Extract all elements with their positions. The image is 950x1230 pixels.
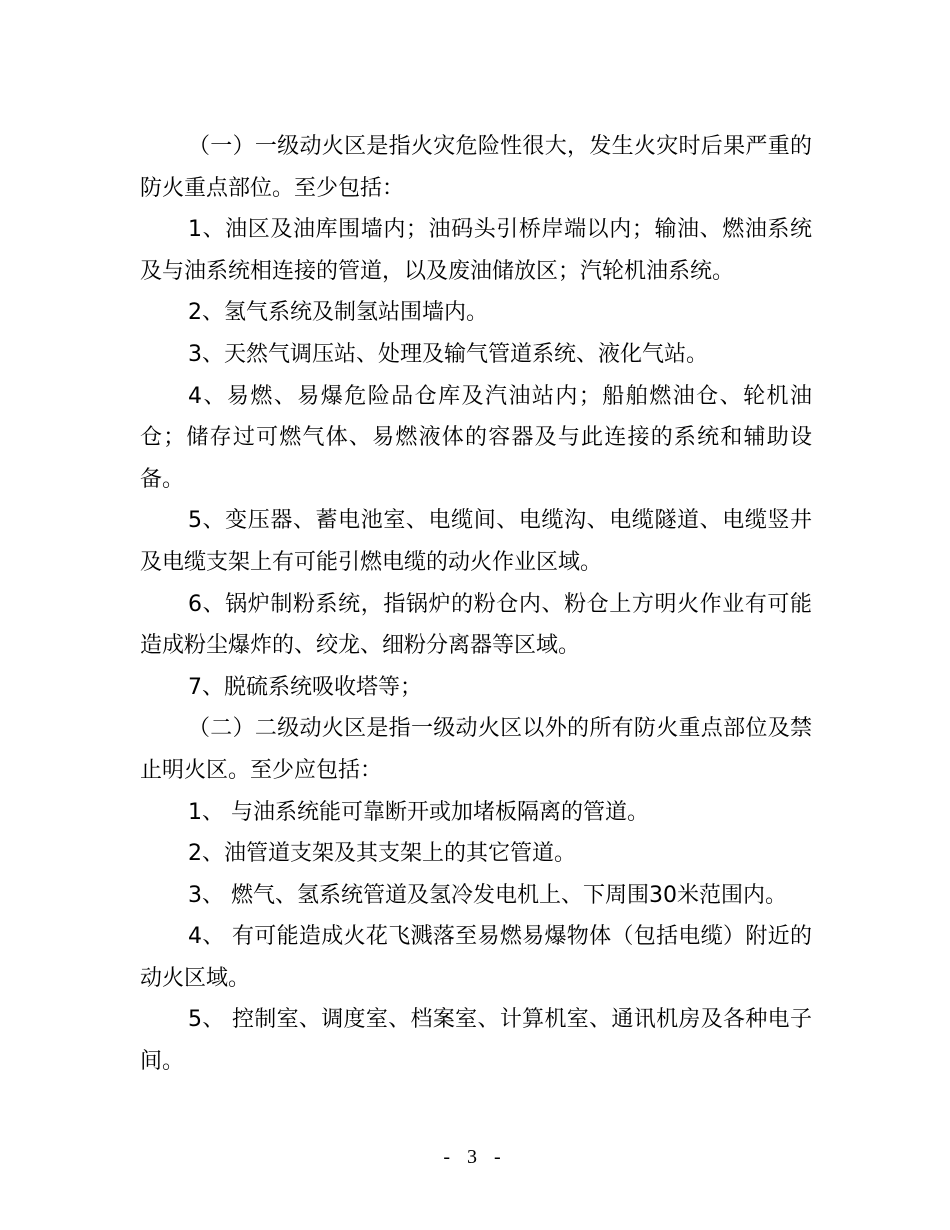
paragraph-item-1: 1、油区及油库围墙内；油码头引桥岸端以内；输油、燃油系统及与油系统相连接的管道，以及废油储放区；汽轮机油系统。 <box>140 217 812 284</box>
paragraph-item-5: 5、变压器、蓄电池室、电缆间、电缆沟、电缆隧道、电缆竖井及电缆支架上有可能引燃电缆的动火作业区域。 <box>140 508 812 575</box>
paragraph-level2-item-2: 2、油管道支架及其支架上的其它管道。 <box>188 841 576 867</box>
paragraph-level2-item-4: 4、 有可能造成火花飞溅落至易燃易爆物体（包括电缆）附近的动火区域。 <box>140 924 812 991</box>
paragraph-level2-item-3: 3、 燃气、氢系统管道及氢冷发电机上、下周围30米范围内。 <box>188 882 787 908</box>
paragraph-item-7: 7、脱硫系统吸收塔等； <box>188 674 422 700</box>
paragraph-item-6: 6、锅炉制粉系统，指锅炉的粉仓内、粉仓上方明火作业有可能造成粉尘爆炸的、绞龙、细粉分离器等区域。 <box>140 591 812 659</box>
document-body <box>140 126 812 1083</box>
page-number: - 3 - <box>443 1146 507 1168</box>
paragraph-item-4: 4、易燃、易爆危险品仓库及汽油站内；船舶燃油仓、轮机油仓；储存过可燃气体、易燃液体的容器及与此连接的系统和辅助设备。 <box>140 383 812 492</box>
paragraph-level2-item-5: 5、 控制室、调度室、档案室、计算机室、通讯机房及各种电子间。 <box>140 1007 812 1075</box>
paragraph-level2-heading: （二）二级动火区是指一级动火区以外的所有防火重点部位及禁止明火区。至少应包括： <box>140 716 812 783</box>
paragraph-item-2: 2、氢气系统及制氢站围墙内。 <box>188 300 488 326</box>
paragraph-level2-item-1: 1、 与油系统能可靠断开或加堵板隔离的管道。 <box>188 799 649 825</box>
paragraph-item-3: 3、天然气调压站、处理及输气管道系统、液化气站。 <box>188 341 708 367</box>
paragraph-level1-heading: （一）一级动火区是指火灾危险性很大，发生火灾时后果严重的防火重点部位。至少包括： <box>140 134 812 201</box>
